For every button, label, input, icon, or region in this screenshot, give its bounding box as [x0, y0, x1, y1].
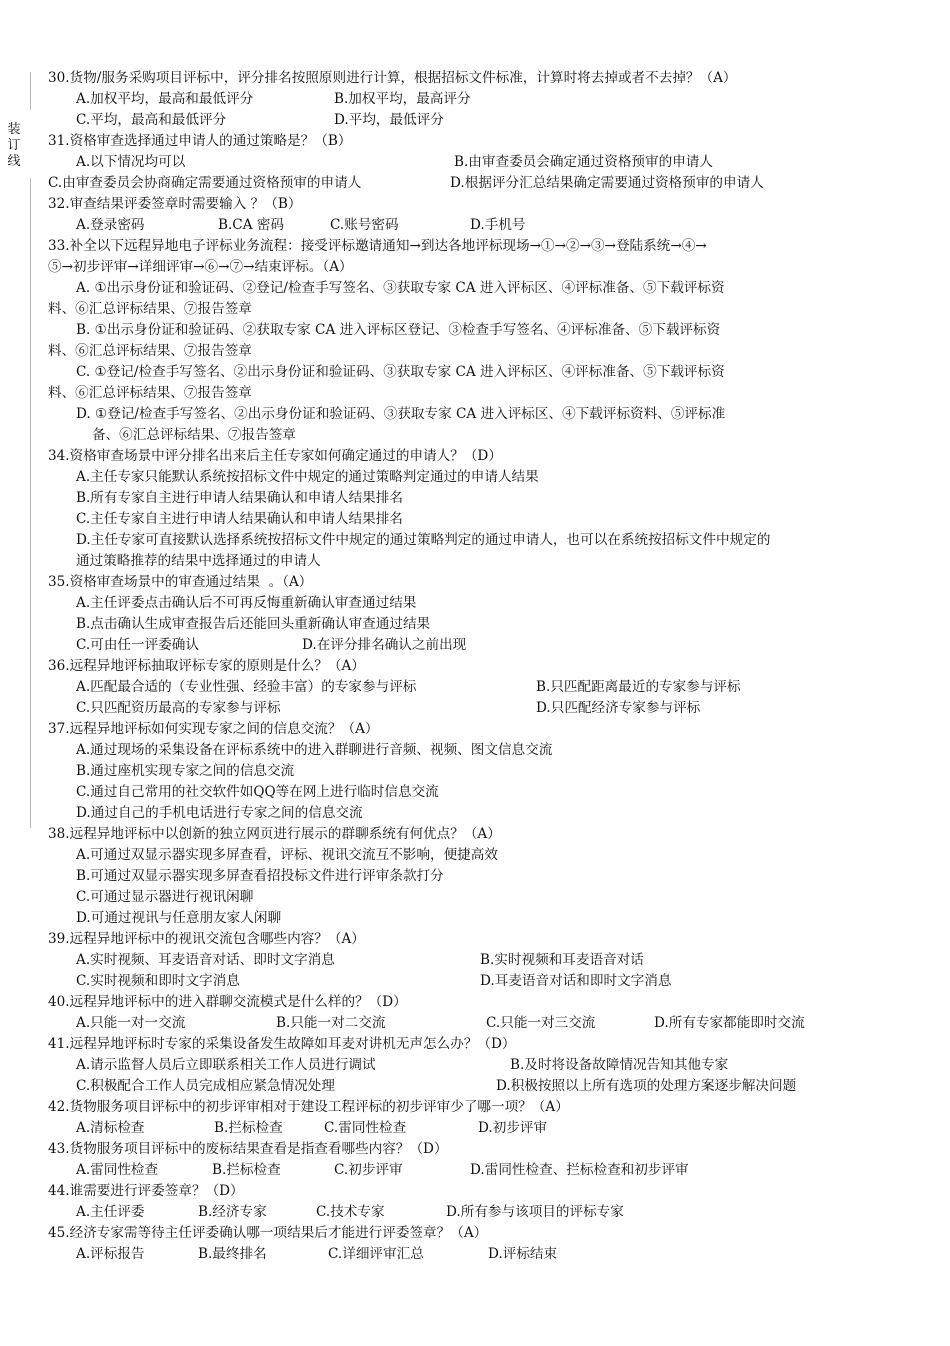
q37-option-d: D.通过自己的手机电话进行专家之间的信息交流: [76, 805, 363, 821]
q45-options: [48, 1244, 908, 1265]
q39-stem: 39.远程异地评标中的视讯交流包含哪些内容？（A）: [48, 931, 365, 947]
q43-option-a: A.雷同性检查: [76, 1162, 159, 1178]
q42-option-a: A.清标检查: [76, 1120, 145, 1136]
q40-stem: 40.远程异地评标中的进入群聊交流模式是什么样的？（D）: [48, 994, 407, 1010]
q44-option-d: D.所有参与该项目的评标专家: [446, 1204, 624, 1220]
binding-char: 装: [7, 122, 21, 137]
q32-options: [48, 215, 908, 236]
q30-options-row2: [48, 110, 908, 131]
q31-option-b: B.由审查委员会确定通过资格预审的申请人: [454, 154, 713, 170]
q41-options-row1: [48, 1055, 908, 1076]
q42-option-d: D.初步评审: [478, 1120, 548, 1136]
q30-option-b: B.加权平均，最高评分: [334, 91, 471, 107]
q30-option-a: A.加权平均，最高和最低评分: [76, 91, 254, 107]
q42-option-b: B.拦标检查: [214, 1120, 283, 1136]
q31-option-c: C.由审查委员会协商确定需要通过资格预审的申请人: [48, 175, 362, 191]
binding-rule-top: [30, 72, 31, 110]
q33-option-b-cont: 料、⑥汇总评标结果、⑦报告签章: [48, 343, 252, 359]
q33-option-c-cont: 料、⑥汇总评标结果、⑦报告签章: [48, 385, 252, 401]
q33-option-a: A. ①出示身份证和验证码、②登记/检查手写签名、③获取专家 CA 进入评标区、④评标准备、⑤下载评标资: [76, 280, 725, 296]
q37-option-b: B.通过座机实现专家之间的信息交流: [76, 763, 295, 779]
q42-options: [48, 1118, 908, 1139]
q39-option-c: C.实时视频和即时文字消息: [76, 973, 240, 989]
q42-option-c: C.雷同性检查: [324, 1120, 407, 1136]
q31-stem: 31.资格审查选择通过申请人的通过策略是？（B）: [48, 133, 352, 149]
q36-option-a: A.匹配最合适的（专业性强、经验丰富）的专家参与评标: [76, 679, 417, 695]
q36-option-c: C.只匹配资历最高的专家参与评标: [76, 700, 281, 716]
q35-option-b: B.点击确认生成审查报告后还能回头重新确认审查通过结果: [76, 616, 431, 632]
q35-stem: 35.资格审查场景中的审查通过结果 。（A）: [48, 574, 313, 590]
q43-options: [48, 1160, 908, 1181]
q45-option-d: D.评标结束: [488, 1246, 558, 1262]
q40-option-d: D.所有专家都能即时交流: [654, 1015, 805, 1031]
q43-option-c: C.初步评审: [334, 1162, 403, 1178]
q32-option-a: A.登录密码: [76, 217, 145, 233]
q31-option-d: D.根据评分汇总结果确定需要通过资格预审的申请人: [450, 175, 764, 191]
q38-stem: 38.远程异地评标中以创新的独立网页进行展示的群聊系统有何优点？（A）: [48, 826, 501, 842]
q30-options-row1: [48, 89, 908, 110]
q42-stem: 42.货物服务项目评标中的初步评审相对于建设工程评标的初步评审少了哪一项？（A）: [48, 1099, 569, 1115]
q33-stem-line2: ⑤→初步评审→详细评审→⑥→⑦→结束评标。（A）: [48, 259, 353, 275]
q41-option-d: D.积极按照以上所有选项的处理方案逐步解决问题: [496, 1078, 797, 1094]
q37-option-a: A.通过现场的采集设备在评标系统中的进入群聊进行音频、视频、图文信息交流: [76, 742, 553, 758]
q33-option-c: C. ①登记/检查手写签名、②出示身份证和验证码、③获取专家 CA 进入评标区、④评标准备、⑤下载评标资: [76, 364, 725, 380]
q34-option-a: A.主任专家只能默认系统按招标文件中规定的通过策略判定通过的申请人结果: [76, 469, 539, 485]
q36-option-b: B.只匹配距离最近的专家参与评标: [536, 679, 741, 695]
q35-option-a: A.主任评委点击确认后不可再反悔重新确认审查通过结果: [76, 595, 417, 611]
q31-options-row2: [48, 173, 908, 194]
q40-option-c: C.只能一对三交流: [486, 1015, 596, 1031]
q32-stem: 32.审查结果评委签章时需要输入 ？（B）: [48, 196, 302, 212]
binding-rule-bottom: [30, 178, 31, 828]
q39-options-row2: [48, 971, 908, 992]
q41-option-b: B.及时将设备故障情况告知其他专家: [510, 1057, 729, 1073]
q34-stem: 34.资格审查场景中评分排名出来后主任专家如何确定通过的申请人？（D）: [48, 448, 502, 464]
q41-option-c: C.积极配合工作人员完成相应紧急情况处理: [76, 1078, 335, 1094]
q38-option-a: A.可通过双显示器实现多屏查看，评标、视讯交流互不影响，便捷高效: [76, 847, 498, 863]
q33-option-a-cont: 料、⑥汇总评标结果、⑦报告签章: [48, 301, 252, 317]
q30-option-d: D.平均，最低评分: [334, 112, 444, 128]
q33-option-d-cont: 备、⑥汇总评标结果、⑦报告签章: [92, 427, 296, 443]
q44-options: [48, 1202, 908, 1223]
q45-option-a: A.评标报告: [76, 1246, 145, 1262]
q39-option-d: D.耳麦语音对话和即时文字消息: [480, 973, 672, 989]
q32-option-b: B.CA 密码: [218, 217, 285, 233]
q36-options-row2: [48, 698, 908, 719]
q37-stem: 37.远程异地评标如何实现专家之间的信息交流？（A）: [48, 721, 379, 737]
q33-stem-line1: 33.补全以下远程异地电子评标业务流程：接受评标邀请通知→到达各地评标现场→①→②→③→登陆系统→④→: [48, 238, 707, 254]
q40-option-a: A.只能一对一交流: [76, 1015, 186, 1031]
q44-option-c: C.技术专家: [316, 1204, 385, 1220]
q34-option-d-cont: 通过策略推荐的结果中选择通过的申请人: [76, 553, 321, 569]
q32-option-d: D.手机号: [470, 217, 526, 233]
binding-char: 订: [7, 138, 21, 153]
q30-stem: 30.货物/服务采购项目评标中，评分排名按照原则进行计算，根据招标文件标准，计算时将去掉或者不去掉？（A）: [48, 70, 737, 86]
q39-option-b: B.实时视频和耳麦语音对话: [480, 952, 644, 968]
q43-option-b: B.拦标检查: [212, 1162, 281, 1178]
q43-stem: 43.货物服务项目评标中的废标结果查看是指查看哪些内容？（D）: [48, 1141, 448, 1157]
q31-options-row1: [48, 152, 908, 173]
q35-option-d: D.在评分排名确认之前出现: [302, 637, 467, 653]
q40-options: [48, 1013, 908, 1034]
q32-option-c: C.账号密码: [330, 217, 399, 233]
q34-option-b: B.所有专家自主进行申请人结果确认和申请人结果排名: [76, 490, 403, 506]
q38-option-c: C.可通过显示器进行视讯闲聊: [76, 889, 254, 905]
q43-option-d: D.雷同性检查、拦标检查和初步评审: [470, 1162, 689, 1178]
q41-options-row2: [48, 1076, 908, 1097]
q39-options-row1: [48, 950, 908, 971]
q39-option-a: A.实时视频、耳麦语音对话、即时文字消息: [76, 952, 335, 968]
q45-option-c: C.详细评审汇总: [328, 1246, 424, 1262]
q45-stem: 45.经济专家需等待主任评委确认哪一项结果后才能进行评委签章？（A）: [48, 1225, 488, 1241]
q36-stem: 36.远程异地评标抽取评标专家的原则是什么？（A）: [48, 658, 365, 674]
q30-option-c: C.平均，最高和最低评分: [76, 112, 227, 128]
q44-option-a: A.主任评委: [76, 1204, 145, 1220]
q45-option-b: B.最终排名: [198, 1246, 267, 1262]
q36-option-d: D.只匹配经济专家参与评标: [536, 700, 701, 716]
q37-option-c: C.通过自己常用的社交软件如QQ等在网上进行临时信息交流: [76, 784, 439, 800]
binding-char: 线: [7, 154, 21, 169]
question-sheet: [48, 68, 908, 1265]
q44-stem: 44.谁需要进行评委签章？（D）: [48, 1183, 244, 1199]
q41-stem: 41.远程异地评标时专家的采集设备发生故障如耳麦对讲机无声怎么办？（D）: [48, 1036, 516, 1052]
q34-option-c: C.主任专家自主进行申请人结果确认和申请人结果排名: [76, 511, 403, 527]
q31-option-a: A.以下情况均可以: [76, 154, 186, 170]
q35-options-row: [48, 635, 908, 656]
q38-option-d: D.可通过视讯与任意朋友家人闲聊: [76, 910, 282, 926]
q41-option-a: A.请示监督人员后立即联系相关工作人员进行调试: [76, 1057, 376, 1073]
q40-option-b: B.只能一对二交流: [276, 1015, 386, 1031]
binding-line-label: [6, 122, 22, 170]
q35-option-c: C.可由任一评委确认: [76, 637, 199, 653]
q44-option-b: B.经济专家: [198, 1204, 267, 1220]
q33-option-b: B. ①出示身份证和验证码、②获取专家 CA 进入评标区登记、③检查手写签名、④评标准备、⑤下载评标资: [76, 322, 721, 338]
q33-option-d: D. ①登记/检查手写签名、②出示身份证和验证码、③获取专家 CA 进入评标区、④下载评标资料、⑤评标准: [76, 406, 726, 422]
q36-options-row1: [48, 677, 908, 698]
q38-option-b: B.可通过双显示器实现多屏查看招投标文件进行评审条款打分: [76, 868, 444, 884]
q34-option-d: D.主任专家可直接默认选择系统按招标文件中规定的通过策略判定的通过申请人，也可以在系统按招标文件中规定的: [76, 532, 771, 548]
